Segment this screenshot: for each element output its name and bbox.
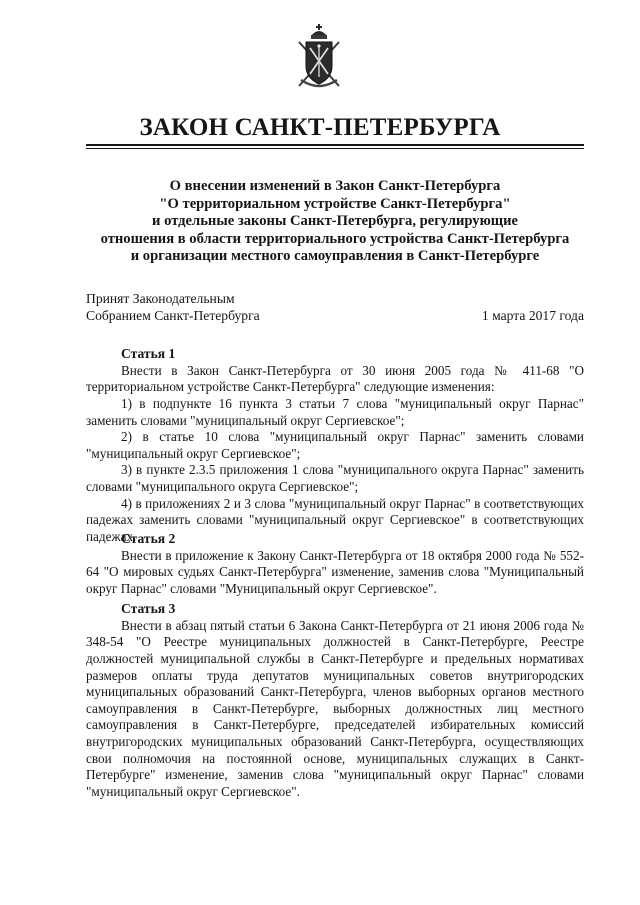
article-title: Статья 1: [121, 346, 176, 361]
law-heading-line: отношения в области территориального устройства Санкт-Петербурга: [100, 230, 570, 247]
article-paragraph: 4) в приложениях 2 и 3 слова "муниципальный округ Парнас" в соответствующих падежах заменить словами "муниципальный округ Сергиевское" в соответствующих падежах.: [86, 495, 584, 544]
article-paragraph: 3) в пункте 2.3.5 приложения 1 слова "муниципального округа Парнас" заменить словами "муниципального округа Сергиевское";: [86, 462, 584, 494]
title-rule-thin: [86, 148, 584, 149]
article-paragraph: Внести в приложение к Закону Санкт-Петербурга от 18 октября 2000 года № 552-64 "О мировых судьях Санкт-Петербурга" изменение, заменив слова "Муниципальный округ Парнас" словами "Муниципальный округ Сергиевское".: [86, 547, 584, 596]
article-title: Статья 2: [121, 531, 176, 546]
law-title: ЗАКОН САНКТ-ПЕТЕРБУРГА: [139, 114, 501, 141]
article-title: Статья 3: [121, 601, 176, 616]
title-rule-thick: [86, 144, 584, 146]
article-paragraph: 1) в подпункте 16 пункта 3 статьи 7 слова "муниципальный округ Парнас" заменить словами "муниципальный округ Сергиевское";: [86, 395, 584, 428]
law-heading: [86, 178, 584, 266]
article-2: [86, 531, 584, 598]
law-heading-line: и организации местного самоуправления в Санкт-Петербурге: [130, 248, 540, 265]
adoption-statement: [86, 290, 260, 324]
coat-of-arms-icon: [293, 22, 345, 94]
article-paragraph: Внести в Закон Санкт-Петербурга от 30 июня 2005 года № 411-68 "О территориальном устройстве Санкт-Петербурга" следующие изменения:: [86, 362, 584, 395]
adoption-line: Собранием Санкт-Петербурга: [86, 308, 260, 323]
law-heading-line: "О территориальном устройстве Санкт-Петербурга": [159, 195, 511, 212]
adoption-line: Принят Законодательным: [86, 291, 235, 306]
article-3: [86, 601, 584, 800]
law-heading-line: и отдельные законы Санкт-Петербурга, регулирующие: [152, 213, 518, 230]
article-paragraph: 2) в статье 10 слова "муниципальный округ Парнас" заменить словами "муниципальный округ Сергиевское";: [86, 429, 584, 461]
adoption-date: 1 марта 2017 года: [481, 308, 584, 323]
article-paragraph: Внести в абзац пятый статьи 6 Закона Санкт-Петербурга от 21 июня 2006 года № 348-54 "О Реестре муниципальных должностей в Санкт-Петербурге, Реестре должностей муниципальной службы в Санкт-Петербурге и предельных нормативах размеров оплаты труда депутатов муниципальных советов внутригородских муниципальных образований Санкт-Петербурга, членов выборных органов местного самоуправления в Санкт-Петербурге, выборных должностных лиц местного самоуправления в Санкт-Петербурге, председателей избирательных комиссий внутригородских муниципальных образований Санкт-Петербурга, осуществляющих свои полномочия на постоянной основе, муниципальных служащих в Санкт-Петербурге" изменение, заменив слова "муниципальный округ Парнас" словами "муниципальный округ Сергиевское".: [86, 617, 584, 799]
article-1: [86, 346, 584, 545]
law-heading-line: О внесении изменений в Закон Санкт-Петербурга: [169, 178, 501, 194]
